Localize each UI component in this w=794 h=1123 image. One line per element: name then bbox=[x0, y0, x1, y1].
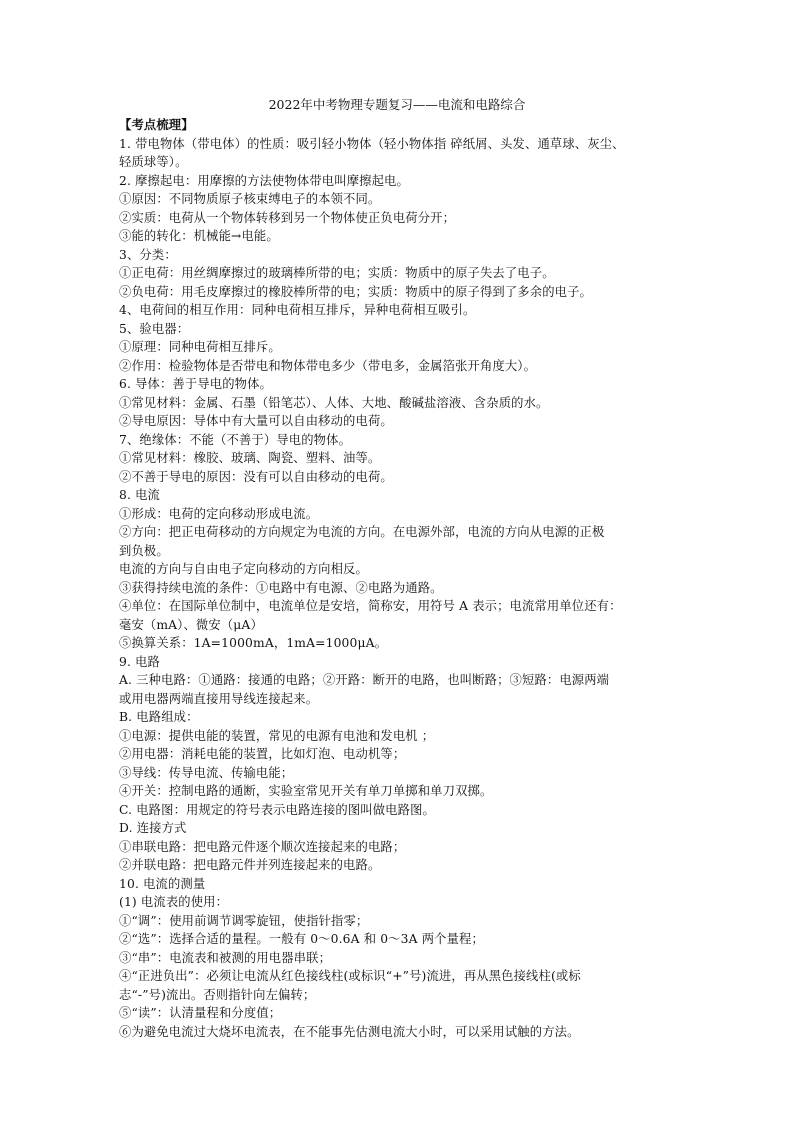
text-line: 5、验电器： bbox=[119, 321, 190, 336]
text-line: 10. 电流的测量 bbox=[119, 876, 206, 891]
text-line: 4、电荷间的相互作用：同种电荷相互排斥，异种电荷相互吸引。 bbox=[119, 303, 476, 317]
text-line: 2. 摩擦起电：用摩擦的方法使物体带电叫摩擦起电。 bbox=[119, 173, 409, 188]
text-line: ④开关：控制电路的通断，实验室常见开关有单刀单掷和单刀双掷。 bbox=[119, 784, 493, 798]
text-line: ①常见材料：橡胶、玻璃、陶瓷、塑料、油等。 bbox=[119, 451, 381, 465]
text-line: ③“串”：电流表和被测的用电器串联； bbox=[119, 950, 332, 965]
text-line: 或用电器两端直接用导线连接起来。 bbox=[119, 691, 319, 706]
text-line: ⑤“读”：认清量程和分度值； bbox=[119, 1006, 282, 1020]
text-line: ②方向：把正电荷移动的方向规定为电流的方向。在电源外部，电流的方向从电源的正极 bbox=[119, 525, 605, 539]
text-line: ②用电器：消耗电能的装置，比如灯泡、电动机等； bbox=[119, 747, 406, 761]
text-line: ④“正进负出”：必须让电流从红色接线柱(或标识“+”号)流进，再从黑色接线柱(或标 bbox=[119, 969, 581, 983]
text-line: 电流的方向与自由电子定向移动的方向相反。 bbox=[119, 562, 368, 576]
text-line: 毫安（mA）、微安（μA） bbox=[119, 617, 263, 632]
text-line: 7、绝缘体：不能（不善于）导电的物体。 bbox=[119, 432, 352, 447]
section-heading: 【考点梳理】 bbox=[119, 117, 194, 132]
text-line: 轻质球等）。 bbox=[119, 155, 188, 169]
text-line: 志“-”号)流出。否则指针向左偏转； bbox=[119, 987, 316, 1002]
text-line: ①形成：电荷的定向移动形成电流。 bbox=[119, 506, 319, 521]
text-line: ①原因：不同物质原子核束缚电子的本领不同。 bbox=[119, 192, 381, 206]
text-line: ③能的转化：机械能→电能。 bbox=[119, 229, 279, 243]
text-line: 9. 电路 bbox=[119, 654, 160, 669]
text-line: B. 电路组成： bbox=[119, 710, 199, 724]
document-body bbox=[119, 116, 689, 1041]
text-line: ②不善于导电的原因：没有可以自由移动的电荷。 bbox=[119, 469, 393, 484]
text-line: ②负电荷：用毛皮摩擦过的橡胶棒所带的电；实质：物质中的原子得到了多余的电子。 bbox=[119, 284, 592, 299]
text-line: A. 三种电路：①通路：接通的电路；②开路：断开的电路，也叫断路；③短路：电源两端 bbox=[119, 673, 610, 687]
text-line: ①串联电路：把电路元件逐个顺次连接起来的电路； bbox=[119, 839, 406, 854]
text-line: ①常见材料：金属、石墨（铅笔芯）、人体、大地、酸碱盐溶液、含杂质的水。 bbox=[119, 395, 549, 410]
text-line: (1) 电流表的使用： bbox=[119, 895, 229, 909]
text-line: 3、分类： bbox=[119, 247, 177, 262]
text-line: ②实质：电荷从一个物体转移到另一个物体使正负电荷分开； bbox=[119, 210, 456, 225]
text-line: ①正电荷：用丝绸摩擦过的玻璃棒所带的电；实质：物质中的原子失去了电子。 bbox=[119, 266, 555, 280]
text-line: ③获得持续电流的条件：①电路中有电源、②电路为通路。 bbox=[119, 580, 443, 595]
text-line: ①原理：同种电荷相互排斥。 bbox=[119, 340, 281, 354]
text-line: ②导电原因：导体中有大量可以自由移动的电荷。 bbox=[119, 414, 393, 428]
text-line: ⑤换算关系：1A=1000mA，1mA=1000μA。 bbox=[119, 636, 388, 650]
text-line: ②“选”：选择合适的量程。一般有 0～0.6A 和 0～3A 两个量程； bbox=[119, 932, 484, 946]
document-title: 2022年中考物理专题复习——电流和电路综合 bbox=[268, 97, 526, 112]
text-line: 到负极。 bbox=[119, 543, 169, 558]
text-line: ②作用：检验物体是否带电和物体带电多少（带电多，金属箔张开角度大）。 bbox=[119, 358, 537, 373]
text-line: 1. 带电物体（带电体）的性质：吸引轻小物体（轻小物体指 碎纸屑、头发、通草球、灰尘、 bbox=[119, 136, 625, 151]
text-line: ①“调”：使用前调节调零旋钮，使指针指零； bbox=[119, 913, 369, 928]
text-line: ②并联电路：把电路元件并列连接起来的电路。 bbox=[119, 858, 381, 872]
text-line: ①电源：提供电能的装置，常见的电源有电池和发电机 ； bbox=[119, 728, 435, 743]
text-line: ④单位：在国际单位制中，电流单位是安培，简称安，用符号 A 表示；电流常用单位还有： bbox=[119, 599, 622, 613]
text-line: ③导线：传导电流、传输电能； bbox=[119, 765, 294, 780]
text-line: C. 电路图：用规定的符号表示电路连接的图叫做电路图。 bbox=[119, 802, 435, 817]
text-line: 8. 电流 bbox=[119, 488, 160, 502]
text-line: ⑥为避免电流过大烧坏电流表，在不能事先估测电流大小时，可以采用试触的方法。 bbox=[119, 1024, 580, 1039]
text-line: D. 连接方式 bbox=[119, 821, 187, 835]
text-line: 6. 导体：善于导电的物体。 bbox=[119, 377, 273, 391]
